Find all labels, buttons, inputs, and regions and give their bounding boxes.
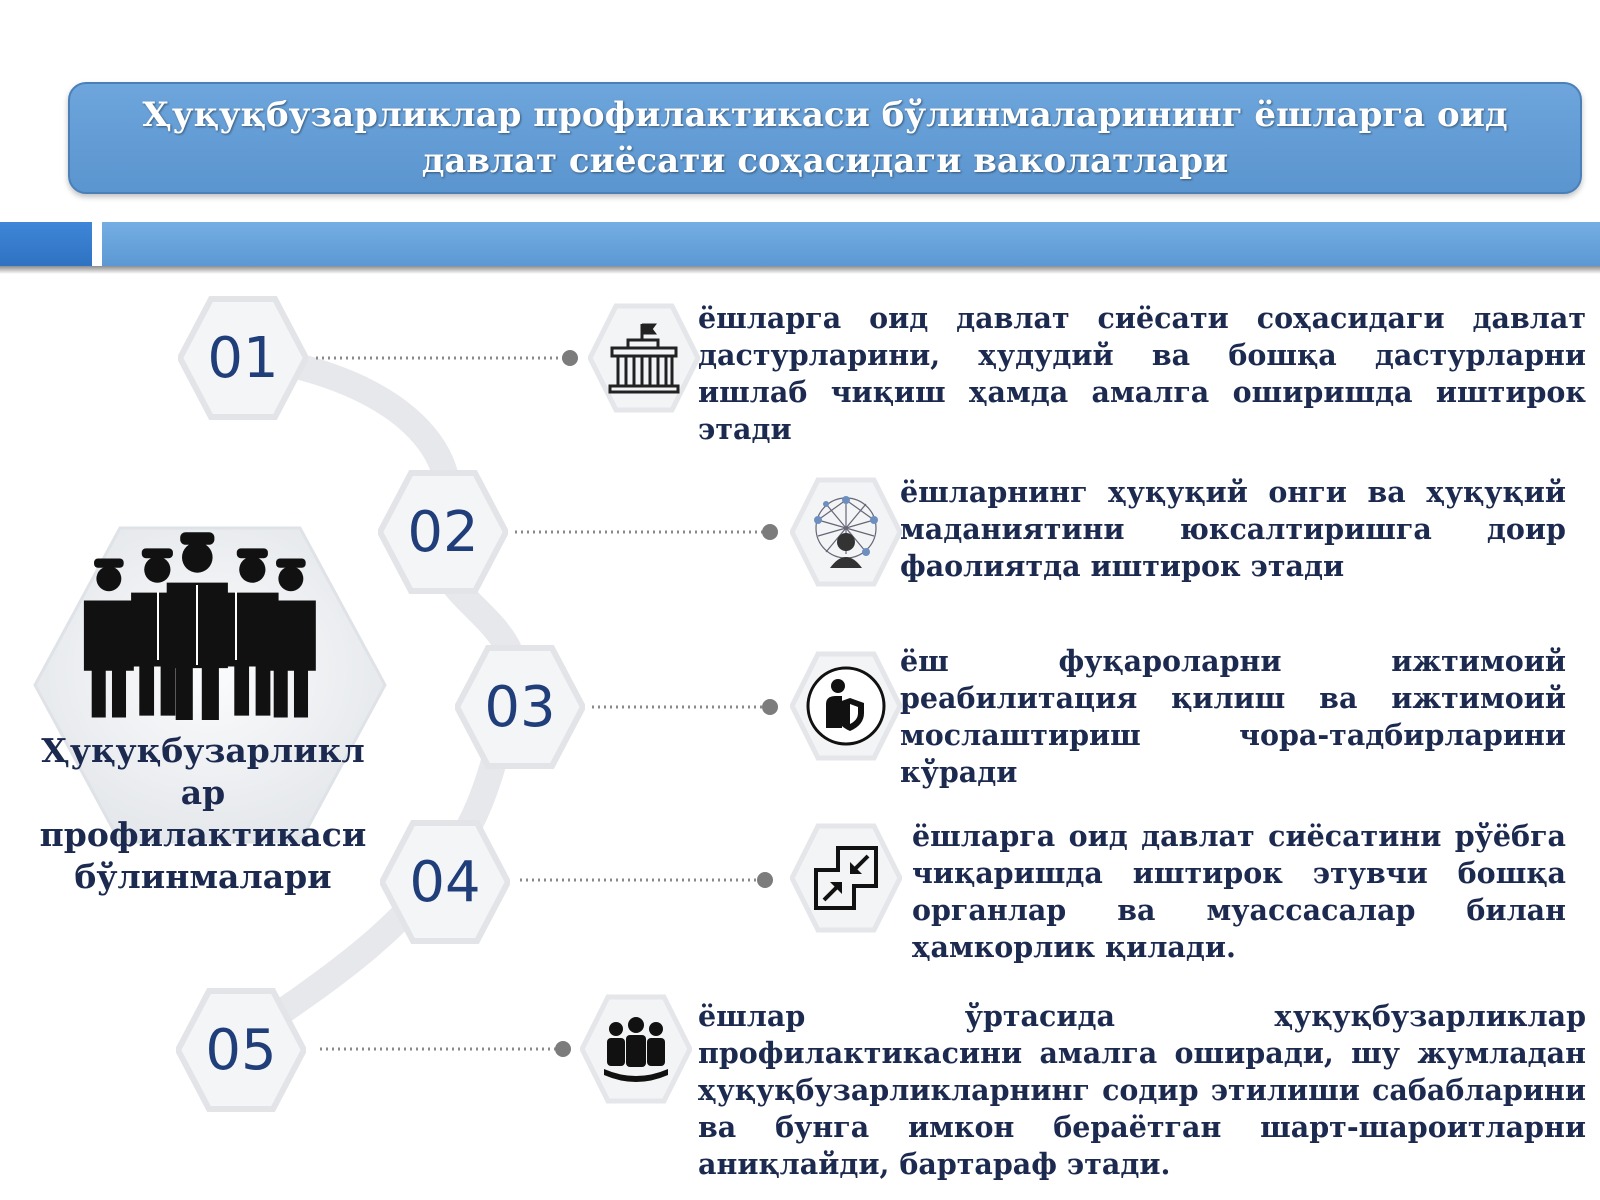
government-building-icon [606,320,682,396]
number-04: 04 [409,849,481,915]
icon-hexagon-05 [580,993,692,1105]
item-text-03: ёш фуқароларни ижтимоий реабилитация қилиш ва ижтимоий мослаштириш чора-тадбирларини кўради [900,644,1566,789]
icon-hexagon-01 [588,302,700,414]
number-hexagon-03 [455,642,585,772]
item-text-02: ёшларнинг ҳуқуқий онги ва ҳуқуқий маданиятини юксалтиришга доир фаолиятда иштирок этади [900,475,1566,583]
number-hexagon-02 [378,467,508,597]
number-03: 03 [484,674,556,740]
people-group-icon [598,1011,674,1087]
item-text-01: ёшларга оид давлат сиёсати соҳасидаги давлат дастурларини, ҳудудий ва бошқа дастурларни ишлаб чиқиш ҳамда амалга оширишда иштирок этади [698,301,1586,446]
left-label-line-4: бўлинмалари [74,857,332,896]
icon-hexagon-03 [790,650,902,762]
number-01: 01 [207,325,279,391]
connector-dot-04 [757,872,773,888]
item-text-05: ёшлар ўртасида ҳуқуқбузарликлар профилактикасини амалга оширади, шу жумладан ҳуқуқбузарликларнинг содир этилиши сабабларини ва бунга имкон бераётган шарт-шароитларни аниқлайди, бартараф этади. [698,999,1586,1181]
connector-dot-02 [762,524,778,540]
number-hexagon-01 [178,293,308,423]
number-hexagon-04 [380,817,510,947]
collapse-arrows-icon [810,842,882,914]
item-text-04: ёшларга оид давлат сиёсатини рўёбга чиқаришда иштирок этувчи бошқа органлар ва муассасалар билан ҳамкорлик қилади. [912,819,1566,964]
left-label-line-2: ар [180,773,226,812]
left-label-line-1: Ҳуқуқбузарликл [41,731,365,770]
connector-dot-01 [562,350,578,366]
title-line-1: Ҳуқуқбузарликлар профилактикаси бўлинмаларининг ёшларга оид [142,95,1508,135]
title-line-2: давлат сиёсати соҳасидаги ваколатлари [421,141,1229,181]
network-person-icon [806,492,886,572]
number-05: 05 [205,1017,277,1083]
police-group-icon [72,530,322,720]
left-label-line-3: профилактикаси [39,815,367,854]
connector-dot-05 [555,1041,571,1057]
number-02: 02 [407,499,479,565]
left-panel-label [38,730,368,898]
shield-person-icon [804,664,888,748]
number-hexagon-05 [176,985,306,1115]
connector-dot-03 [762,699,778,715]
icon-hexagon-04 [790,822,902,934]
icon-hexagon-02 [790,476,902,588]
